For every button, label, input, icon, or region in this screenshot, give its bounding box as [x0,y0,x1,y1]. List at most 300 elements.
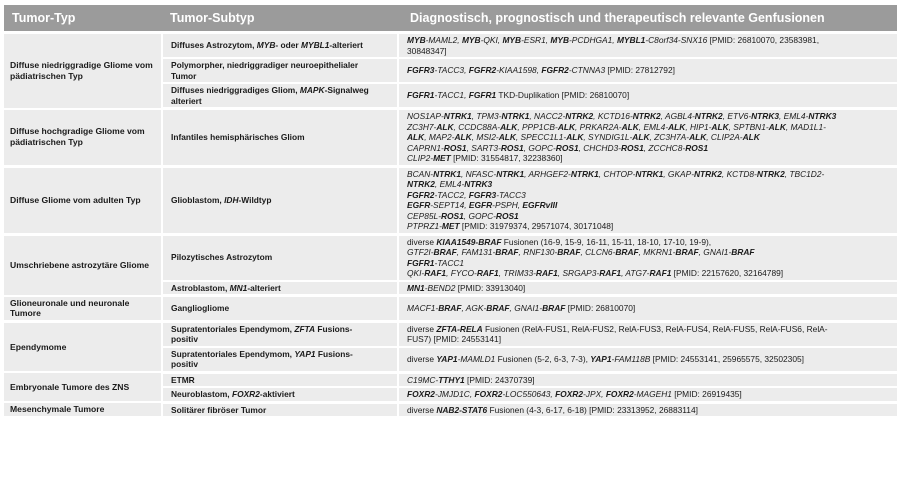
text-segment: , TRIM33- [498,268,536,278]
text-segment: [PMID: 27812792] [605,65,675,76]
text-segment: , CLIP2A- [706,132,743,142]
table-row [4,234,897,281]
gene-name: ALK [621,121,639,132]
gene-name: RAF1 [599,268,622,278]
tumor-typ-cell: Glioneuronale und neuronale Tumore [4,296,162,322]
text-segment: diverse [407,323,437,334]
gene-name: KIAA1549-BRAF [436,236,502,247]
text-segment: , FYCO- [446,268,477,278]
gene-name: MET [433,153,451,163]
text-segment: NOS1AP- [407,111,444,121]
text-segment: Fusionen (16-9, 15-9, 16-11, 15-11, 18-10, 17-10, 19-9), [501,236,712,247]
text-segment: Fusions- [315,348,353,359]
table-header [4,5,897,33]
text-segment: 30848347] [407,45,447,56]
genfusion-table [4,5,897,419]
text-segment: , NACC2- [529,111,566,121]
gene-name: BRAF [433,247,457,257]
text-line [171,334,391,345]
text-segment: -MAGEH1 [633,389,672,400]
text-segment: CEP85L- [407,210,441,221]
gene-name: MET [441,221,460,231]
text-segment: Neuroblastom, [171,389,232,400]
text-line [407,405,891,416]
text-segment: MACF1- [407,303,439,314]
text-segment: GTF2I- [407,247,434,257]
gene-name: NTRK1 [635,168,664,179]
gene-name: ALK [500,121,518,132]
text-segment: , AGK- [461,303,487,314]
text-segment: , EML4- [779,111,809,121]
text-segment: Fusionen (4-3, 6-17, 6-18) [PMID: 23313952, 26883114] [487,404,698,415]
tumor-typ-cell: Diffuse Gliome vom adulten Typ [4,166,162,234]
text-segment: -TACC3 [496,189,526,200]
text-segment: [PMID: 26810070] [565,303,636,314]
text-segment: diverse [407,404,437,415]
tumor-subtyp-cell [162,296,398,322]
tumor-typ-cell: Embryonale Tumore des ZNS [4,372,162,402]
text-line [407,111,891,122]
gene-name: ALK [498,132,516,142]
gene-name: ROS1 [440,210,464,221]
text-segment: ETMR [171,374,195,385]
tumor-subtyp-cell [162,321,398,347]
gene-name: NTRK1 [570,168,599,179]
text-segment: Fusionen (RelA-FUS1, RelA-FUS2, RelA-FUS3, RelA-FUS4, RelA-FUS5, RelA-FUS6, RelA- [482,323,828,334]
gene-name: ROS1 [555,142,579,153]
tumor-typ-cell: Diffuse niedriggradige Gliome vom pädiatrischen Typ [4,33,162,109]
text-segment: MYBL1 [301,40,330,51]
gene-name: FGFR2 [468,65,497,76]
text-segment: , EML4- [434,179,465,189]
text-segment: Gangliogliome [171,303,230,314]
gene-name: ROS1 [685,142,708,153]
text-line [171,324,391,335]
text-segment: , KCTD16- [593,111,633,121]
text-segment: CLIP2- [407,153,434,163]
text-line [171,389,391,400]
text-segment: , ETV6- [722,111,752,121]
text-line [171,60,391,71]
text-segment: alteriert [171,95,202,106]
gene-name: ZFTA-RELA [436,323,483,334]
text-segment: , SPECC1L1- [515,132,567,142]
table-row [4,109,897,167]
gene-name: ALK [454,132,472,142]
text-segment: QKI- [407,268,425,278]
gene-name: NTRK1 [433,168,461,179]
text-line [407,375,891,386]
text-line [407,90,891,101]
text-line [407,132,891,143]
text-segment: , GKAP- [663,168,694,179]
text-segment: , CHCHD3- [578,142,621,153]
text-segment: -TACC2, [434,189,469,200]
text-segment: -Signalweg [324,85,369,95]
gene-name: FGFR3 [407,65,435,76]
gene-name: TTHY1 [438,374,465,385]
table-row [4,33,897,59]
table-row [4,166,897,234]
gene-name: NTRK2 [694,168,722,179]
text-segment: -PCDHGA1, [569,35,617,45]
text-line [407,221,891,232]
header-tumor-subtyp: Tumor-Subtyp [162,5,398,33]
tumor-subtyp-cell [162,83,398,109]
text-segment: , GNAI1- [698,247,732,257]
genfusion-cell [398,372,897,387]
gene-name: NTRK1 [501,111,530,121]
gene-name: RAF1 [476,268,499,278]
text-segment: positiv [171,334,198,345]
text-segment: Polymorpher, niedriggradiger neuroepithelialer [171,60,359,70]
tumor-subtyp-cell [162,33,398,59]
text-line [407,153,891,164]
text-line [407,179,891,190]
text-segment: -JMJD1C, [434,389,475,400]
text-segment: -aktiviert [259,389,295,400]
text-line [407,143,891,154]
text-segment: [PMID: 24370739] [464,374,535,385]
gene-name: MYB [461,35,481,45]
gene-name: NTRK1 [443,111,472,121]
text-segment: [PMID: 22157620, 32164789] [671,268,784,278]
text-line [407,211,891,222]
gene-name: FOXR2 [555,389,583,400]
text-segment: -ESR1, [521,35,551,45]
gene-name: FGFR2 [541,65,569,76]
text-segment: positiv [171,359,198,370]
text-segment: ZC3H7- [407,121,437,132]
text-segment: Supratentoriales Ependymom, [171,323,295,334]
text-segment: [PMID: 31554817, 32238360] [450,153,563,163]
text-line [171,252,391,263]
tumor-typ-cell: Umschriebene astrozytäre Gliome [4,234,162,296]
genfusion-cell [398,109,897,167]
text-line [171,405,391,416]
table-row [4,372,897,387]
text-line [407,190,891,201]
text-segment: FUS7) [PMID: 24553141] [407,334,502,345]
text-segment: -KIAA1598, [496,65,542,76]
text-segment: , PPP1CB- [517,121,558,132]
gene-name: NTRK3 [751,111,780,121]
genfusion-cell [398,321,897,347]
text-segment: , MAD1L1- [785,121,826,132]
table-row [4,402,897,418]
text-segment: TKD-Duplikation [PMID: 26810070] [496,90,630,101]
gene-name: FGFR1 [468,90,497,101]
text-segment: , EML4- [638,121,669,132]
text-segment: -CTNNA3 [568,65,606,76]
text-segment: , CLCN6- [580,247,616,257]
genfusion-cell [398,347,897,373]
tumor-subtyp-cell [162,58,398,83]
text-segment: -C8orf34-SNX16 [645,35,708,45]
text-line [407,247,891,258]
text-line [407,303,891,314]
text-line [171,283,391,294]
text-line [407,169,891,180]
text-segment: , CHTOP- [598,168,636,179]
gene-name: ALK [689,132,707,142]
gene-name: RAF1 [424,268,447,278]
gene-name: RAF1 [649,268,672,278]
text-segment: YAP1 [294,348,316,359]
gene-name: FGFR1 [407,90,435,101]
gene-name: RAF1 [535,268,558,278]
text-segment: Glioblastom, [171,194,225,205]
gene-name: NTRK2 [407,179,435,189]
gene-name: BRAF [495,247,519,257]
text-line [407,200,891,211]
text-segment: , MAP2- [424,132,455,142]
text-segment: , TPM3- [471,111,502,121]
gene-name: YAP1 [436,353,458,364]
gene-name: ROS1 [500,142,524,153]
gene-name: MN1 [407,282,425,293]
gene-name: NTRK3 [464,179,493,189]
gene-name: FGFR3 [468,189,497,200]
text-segment: , MSI2- [471,132,499,142]
text-segment: Diffuses niedriggradiges Gliom, [171,85,300,95]
gene-name: MYBL1 [616,35,646,45]
text-segment: -alteriert [329,40,363,51]
table-body [4,33,897,418]
text-segment: FOXR2 [231,389,260,400]
gene-name: MYB [407,35,426,45]
text-segment: diverse [407,353,437,364]
text-segment: IDH [224,194,239,205]
table-row [4,321,897,347]
text-segment: MN1 [229,282,248,293]
text-segment: [PMID: 31979374, 29571074, 30171048] [459,221,614,231]
text-segment: Astroblastom, [171,282,230,293]
text-line [171,349,391,360]
text-line [171,85,391,96]
gene-name: NTRK1 [496,168,525,179]
tumor-subtyp-cell [162,234,398,281]
gene-name: EGFRvIII [522,200,558,210]
text-segment: , SART3- [466,142,501,153]
text-segment: , MKRN1- [638,247,676,257]
text-segment: , ATG7- [621,268,650,278]
text-segment: [PMID: 26919435] [671,389,742,400]
text-line [171,71,391,82]
text-segment: , ZC3H7A- [649,132,690,142]
gene-name: FGFR2 [407,189,435,200]
gene-name: ALK [557,121,576,132]
text-segment: -TACC1, [434,90,469,101]
text-segment: , HIP1- [685,121,712,132]
text-segment: , GOPC- [463,210,496,221]
text-line [407,46,891,57]
text-segment: Fusions- [315,323,353,334]
gene-name: ALK [436,121,454,132]
gene-name: NTRK2 [756,168,785,179]
text-segment: , ARHGEF2- [524,168,571,179]
tumor-subtyp-cell [162,372,398,387]
text-line [407,237,891,248]
gene-name: MYB [502,35,522,45]
gene-name: NTRK3 [808,111,837,121]
text-segment: - oder [275,40,301,51]
text-line [171,132,391,143]
genfusion-cell [398,296,897,322]
text-segment: CAPRN1- [407,142,444,153]
gene-name: ALK [742,132,760,142]
gene-name: ALK [668,121,686,132]
text-line [171,195,391,206]
text-segment: , AGBL4- [660,111,695,121]
gene-name: FGFR1 [407,257,435,268]
text-segment: , SPTBN1- [728,121,769,132]
gene-name: EGFR [468,200,493,210]
gene-name: BRAF [675,247,699,257]
text-segment: -LOC550643, [502,389,556,400]
tumor-subtyp-cell [162,281,398,296]
text-segment: , SRGAP3- [557,268,600,278]
genfusion-cell [398,33,897,59]
gene-name: BRAF [557,247,581,257]
text-segment: Pilozytisches Astrozytom [171,252,273,263]
tumor-subtyp-cell [162,402,398,418]
text-segment: BCAN- [407,168,434,179]
gene-name: ROS1 [620,142,644,153]
gene-name: ALK [632,132,650,142]
text-segment: -MAMLD1 [457,353,496,364]
text-segment: , GNAI1- [509,303,543,314]
text-segment: diverse [407,236,437,247]
gene-name: FOXR2 [407,389,435,400]
text-line [407,122,891,133]
genfusion-cell [398,234,897,281]
gene-name: BRAF [615,247,639,257]
tumor-subtyp-cell [162,347,398,373]
text-line [407,354,891,365]
genfusion-cell [398,58,897,83]
gene-name: BRAF [486,303,510,314]
genfusion-cell [398,402,897,418]
gene-name: ROS1 [495,210,519,221]
genfusion-cell [398,281,897,296]
tumor-typ-cell: Diffuse hochgradige Gliome vom pädiatrischen Typ [4,109,162,167]
gene-name: BRAF [731,247,755,257]
gene-name: ROS1 [443,142,467,153]
header-tumor-typ: Tumor-Typ [4,5,162,33]
text-segment: ZFTA [294,323,316,334]
text-segment: [PMID: 24553141, 25965575, 32502305] [650,353,804,364]
gene-name: BRAF [438,303,462,314]
text-line [171,303,391,314]
gene-name: NTRK2 [694,111,723,121]
gene-name: FOXR2 [474,389,503,400]
text-segment: PTPRZ1- [407,221,442,231]
text-line [407,389,891,400]
gene-name: EGFR [407,200,431,210]
text-segment: MAPK [299,85,325,95]
text-segment: , ZCCHC8- [643,142,686,153]
text-segment: -TACC1 [434,257,465,268]
text-segment: Tumor [171,70,197,81]
gene-name: BRAF [542,303,566,314]
tumor-subtyp-cell [162,166,398,234]
text-line [407,65,891,76]
gene-name: NAB2-STAT6 [436,404,488,415]
gene-name: NTRK2 [632,111,661,121]
table-row [4,296,897,322]
tumor-subtyp-cell [162,387,398,402]
gene-name: ALK [566,132,584,142]
text-line [407,258,891,269]
text-segment: Infantiles hemisphärisches Gliom [171,132,305,142]
text-segment: -alteriert [247,282,281,293]
text-segment: Diffuses Astrozytom, [171,40,257,51]
text-line [171,359,391,370]
text-segment: -QKI, [480,35,503,45]
text-segment: Supratentoriales Ependymom, [171,348,295,359]
gene-name: ALK [711,121,729,132]
text-line [171,375,391,386]
header-row [4,5,897,33]
text-segment: -SEPT14, [430,200,469,210]
text-segment: , FAM131- [456,247,496,257]
genfusion-cell [398,387,897,402]
gene-name: MYB [550,35,570,45]
text-segment: -Wildtyp [238,194,272,205]
genfusion-cell [398,166,897,234]
text-segment: MYB [256,40,276,51]
text-segment: , KCTD8- [721,168,757,179]
text-segment: -PSPH, [492,200,523,210]
tumor-typ-cell: Mesenchymale Tumore [4,402,162,418]
text-segment: C19MC- [407,374,439,385]
text-line [407,35,891,46]
gene-name: FOXR2 [605,389,634,400]
text-segment: , TBC1D2- [784,168,825,179]
gene-name: ALK [768,121,786,132]
text-line [407,324,891,335]
text-segment: [PMID: 26810070, 23583981, [707,35,820,45]
gene-name: YAP1 [590,353,612,364]
text-line [171,40,391,51]
text-line [407,283,891,294]
text-segment: -BEND2 [424,282,456,293]
text-segment: -JPX, [583,389,606,400]
text-segment: Solitärer fibröser Tumor [171,404,267,415]
gene-name: ALK [407,132,425,142]
genfusion-cell [398,83,897,109]
text-segment: , SYNDIG1L- [583,132,633,142]
text-segment: -TACC3, [434,65,469,76]
text-segment: , GOPC- [523,142,556,153]
text-line [407,334,891,345]
text-segment: , PRKAR2A- [575,121,622,132]
text-segment: -MAML2, [425,35,462,45]
text-segment: , RNF130- [518,247,558,257]
text-line [407,268,891,279]
tumor-typ-cell: Ependymome [4,321,162,372]
text-segment: Fusionen (5-2, 6-3, 7-3), [495,353,591,364]
tumor-subtyp-cell [162,109,398,167]
text-segment: -FAM118B [611,353,651,364]
gene-name: NTRK2 [565,111,594,121]
text-segment: , NFASC- [460,168,497,179]
text-segment: , CCDC88A- [453,121,501,132]
text-line [171,96,391,107]
text-segment: [PMID: 33913040] [455,282,526,293]
header-genfusionen: Diagnostisch, prognostisch und therapeutisch relevante Genfusionen [398,5,897,33]
